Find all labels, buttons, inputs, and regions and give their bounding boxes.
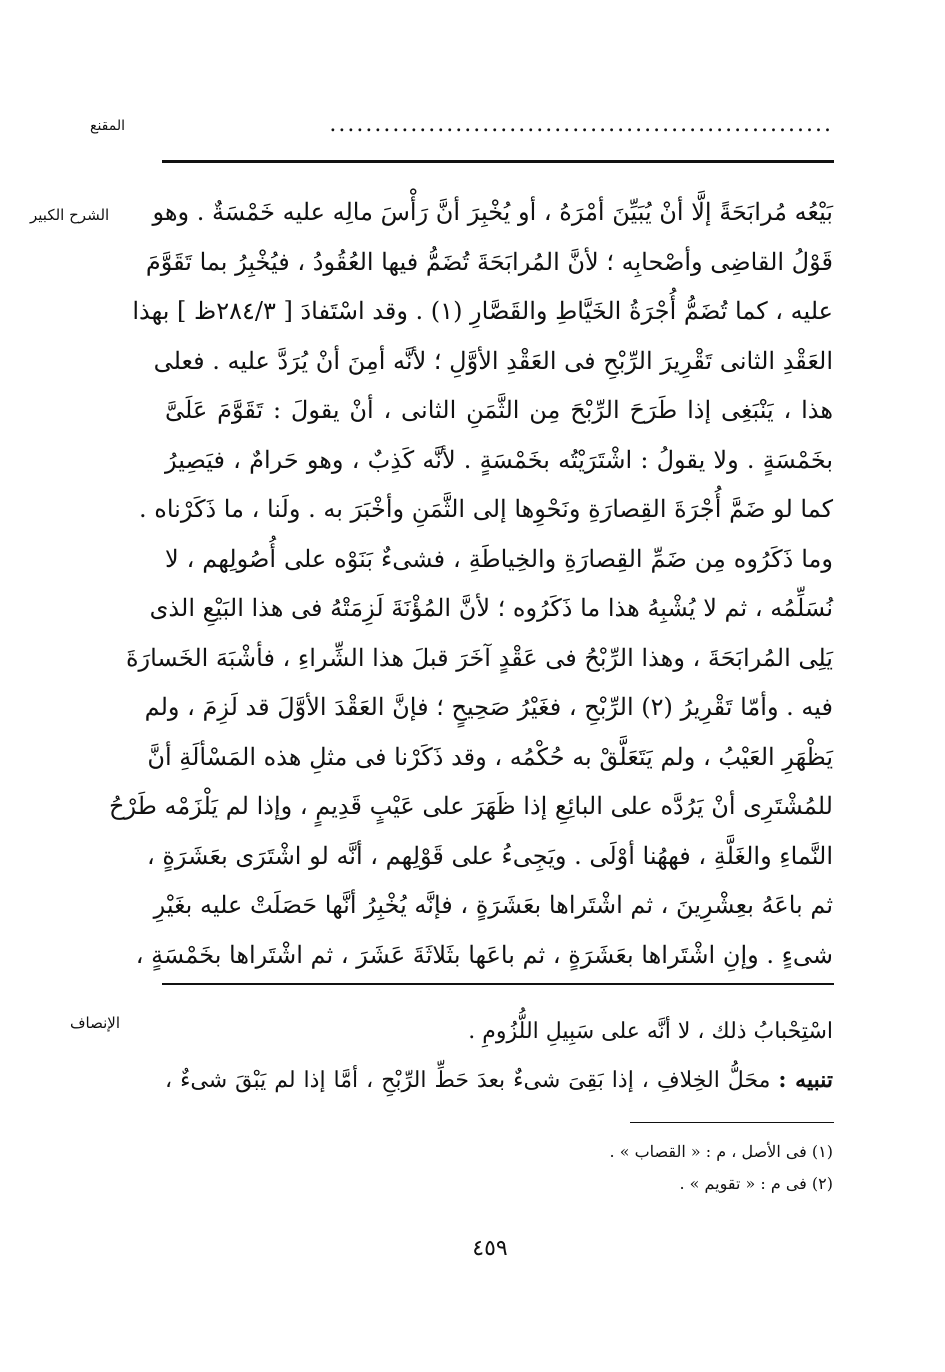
footnotes <box>400 1136 833 1200</box>
text-line: وما ذَكَرُوه مِن ضَمِّ القِصارَةِ والخِياطَةِ ، فشىءٌ بَنَوْه على أُصُولِهم ، لا <box>165 544 833 573</box>
text-line: النَّماءِ والغَلَّةِ ، فههُنا أوْلَى . ويَجِىءُ على قَوْلِهم ، أنَّه لو اشْتَرَى بعَشَرَةٍ ، <box>146 841 833 870</box>
running-header-title: المقنع <box>90 118 126 134</box>
text-line: يَظْهَرِ العَيْبُ ، ولم يَتَعَلَّقْ به حُكْمُه ، وقد ذَكَرْنا فى مثلِ هذه المَسْألَةِ أنَّ <box>147 742 833 771</box>
text-line: نُسَلِّمُه ، ثم لا يُشْبِهُ هذا ما ذَكَرُوه ؛ لأنَّ المُؤْنَةَ لَزِمَتْهُ فى هذا البَيْعِ الذى <box>149 594 833 622</box>
footnote: (٢) فى م : « تقويم » . <box>679 1174 833 1193</box>
side-label-sharh: الشرح الكبير <box>30 206 110 224</box>
text-line: بَيْعُه مُرابَحَةً إلَّا أنْ يُبَيِّنَ أمْرَهُ ، أو يُخْبِرَ أنَّ رَأْسَ مالِه عليه خَمْسَةٌ . وهو <box>152 198 833 226</box>
page-number: ٤٥٩ <box>472 1236 508 1261</box>
footnote: (١) فى الأصل ، م : « القصاب » . <box>609 1142 833 1161</box>
section-rule <box>162 983 834 985</box>
header-rule <box>162 160 834 163</box>
insaf-line-text: محَلُّ الخِلافِ ، إذا بَقِىَ شىءٌ بعدَ حَطِّ الرِّبْحِ ، أمَّا إذا لم يَبْقَ شىءٌ ، <box>165 1068 779 1093</box>
text-line: العَقْدِ الثانى تَقْرِيرَ الرِّبْحِ فى العَقْدِ الأوَّلِ ؛ لأنَّه أمِنَ أنْ يُرَدَّ عليه . فعلى <box>153 346 833 375</box>
text-line: للمُشْتَرِى أنْ يَرُدَّه على البائِعِ إذا ظَهَرَ على عَيْبٍ قَدِيمٍ ، وإذا لم يَلْزَمْه طَرْحُ <box>109 792 833 820</box>
footnote-rule <box>630 1122 834 1123</box>
insaf-line: اسْتِحْبابُ ذلك ، لا أنَّه على سَبِيلِ اللُّزُومِ . <box>468 1019 833 1044</box>
text-line: بخَمْسَةٍ . ولا يقولُ : اشْتَرَيْتُه بخَمْسَةٍ . لأنَّه كَذِبٌ ، وهو حَرامٌ ، فيَصِيرُ <box>165 445 833 474</box>
text-line: قَوْلُ القاضِى وأصْحابِه ؛ لأنَّ المُرابَحَةَ تُضَمُّ فيها العُقُودُ ، فيُخْبِرُ بما تَقَوَّمَ <box>145 247 833 276</box>
insaf-line <box>165 1056 833 1104</box>
text-line: شىءٍ . وإنِ اشْتَراها بعَشَرَةٍ ، ثم باعَها بثَلاثَةَ عَشَرَ ، ثم اشْتَراها بخَمْسَةٍ ، <box>135 940 833 969</box>
tanbih-label: تنبيه : <box>778 1067 833 1093</box>
side-label-insaf: الإنصاف <box>70 1014 121 1032</box>
text-line: كما لو ضَمَّ أُجْرَةَ القِصارَةِ ونَحْوِها إلى الثَّمَنِ وأخْبَرَ به . ولَنا ، ما ذَكَرْناه . <box>139 495 833 523</box>
text-line: عليه ، كما تُضَمُّ أُجْرَةُ الخَيَّاطِ والقَصَّارِ (١) . وقد اسْتَفادَ [ ٢٨٤/٣ظ ] بهذا <box>132 297 833 325</box>
text-line: هذا ، يَنْبَغِى إذا طَرَحَ الرِّبْحَ مِن الثَّمَنِ الثانى ، أنْ يقولَ : تَقَوَّمَ عَلَىَّ <box>165 396 833 424</box>
insaf-text-block <box>165 1008 833 1104</box>
text-line: يَلِى المُرابَحَةَ ، وهذا الرِّبْحُ فى عَقْدٍ آخَرَ قبلَ هذا الشِّراءِ ، فأشْبَهَ الخَسارَةَ <box>125 643 833 672</box>
running-header-dots: ........................................................ <box>329 112 833 137</box>
main-text-block <box>109 188 833 980</box>
text-line: ثم باعَهُ بعِشْرِينَ ، ثم اشْتَراها بعَشَرَةٍ ، فإنَّه يُخْبِرُ أنَّها حَصَلَتْ عليه بغَيْرِ <box>153 891 833 919</box>
text-line: فيه . وأمّا تَقْرِيرُ (٢) الرِّبْحِ ، فغَيْرُ صَحِيحٍ ؛ فإنَّ العَقْدَ الأوَّلَ قد لَزِمَ ، ولم <box>144 693 833 721</box>
